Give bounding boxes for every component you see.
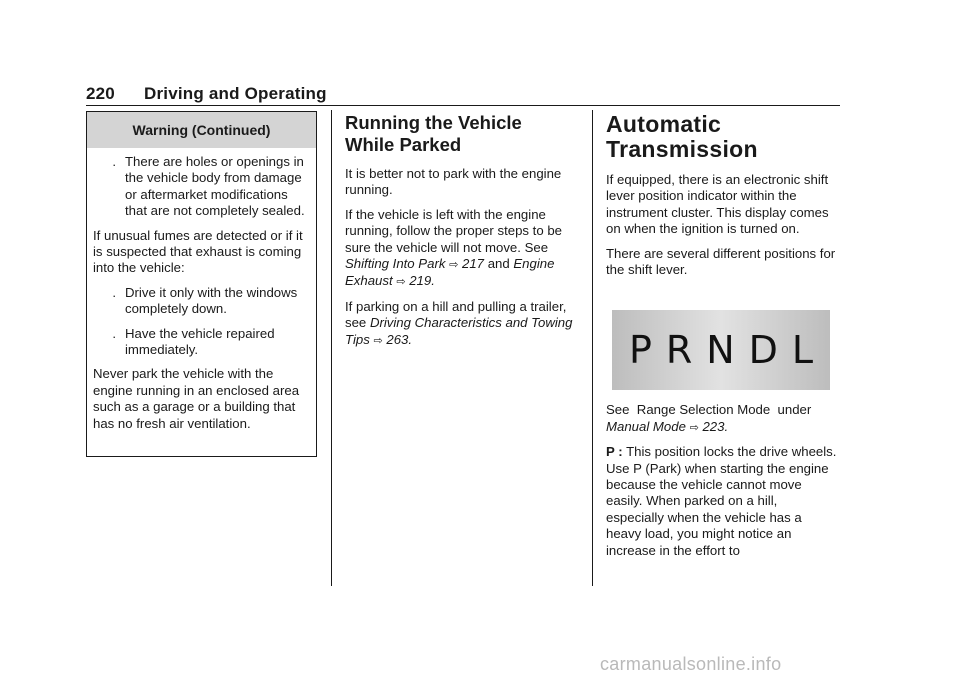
- paragraph: There are several different positions for the shift lever.: [606, 245, 836, 278]
- warning-paragraph: Never park the vehicle with the engine running in an enclosed area such as a garage or a building that has no fresh air ventilation.: [93, 366, 300, 431]
- list-item: [93, 154, 308, 220]
- running-section: [345, 112, 575, 357]
- paragraph: See Range Selection Mode under Manual Mode ⇨ 223.: [606, 402, 812, 434]
- page-ref: 217: [462, 256, 485, 272]
- link-manual-mode[interactable]: Manual Mode: [606, 418, 686, 434]
- gear-letter: N: [706, 328, 735, 373]
- warning-title: Warning (Continued): [87, 112, 316, 148]
- page-header: [86, 84, 840, 104]
- column-divider: [592, 110, 593, 586]
- gear-letter: R: [665, 328, 693, 373]
- bullet: .: [112, 154, 116, 169]
- gear-letter: D: [748, 328, 778, 373]
- term-label: P :: [606, 444, 623, 460]
- warning-box: [86, 111, 317, 457]
- paragraph-text: This position locks the drive wheels. Use P (Park) when starting the engine because the vehicle cannot move easily. When parked on a hill, especially when the vehicle has a heavy load, you might notice an increase in the effort to: [606, 444, 837, 558]
- bullet-text: Drive it only with the windows completely down.: [125, 284, 298, 317]
- paragraph-text: and: [487, 256, 510, 272]
- bullet: .: [112, 284, 116, 300]
- section-heading: Running the Vehicle While Parked: [345, 112, 522, 155]
- paragraph-text: If parking on a hill and pulling a trailer, see: [345, 298, 567, 331]
- page-ref: 263: [386, 331, 409, 347]
- gear-letter: P: [628, 328, 652, 373]
- warning-body: [87, 148, 316, 432]
- prndl-indicator-image: [612, 310, 830, 390]
- paragraph: [606, 444, 838, 559]
- bullet: .: [112, 325, 116, 341]
- page-ref-arrow-icon: ⇨: [689, 421, 699, 434]
- paragraph: It is better not to park with the engine running.: [345, 166, 562, 198]
- page-number: 220: [86, 84, 115, 103]
- link-driving-characteristics[interactable]: Driving Characteristics and Towing Tips: [345, 315, 573, 347]
- page-ref-arrow-icon: ⇨: [396, 276, 406, 289]
- paragraph: If parking on a hill and pulling a trailer, see Driving Characteristics and Towing Tips ⇨ 263.: [345, 298, 573, 347]
- page-ref: 223: [702, 418, 725, 434]
- list-item: [93, 326, 308, 359]
- page-ref: 219: [409, 273, 432, 289]
- link-shifting-into-park[interactable]: Shifting Into Park: [345, 256, 446, 272]
- link-engine-exhaust[interactable]: Engine Exhaust: [345, 256, 555, 289]
- bullet-text: There are holes or openings in the vehicle body from damage or aftermarket modifications that are not completely sealed.: [125, 154, 305, 219]
- paragraph-text: See Range Selection Mode under: [606, 402, 812, 418]
- warning-paragraph: If unusual fumes are detected or if it is suspected that exhaust is coming into the vehicle:: [93, 227, 303, 276]
- section-title: Driving and Operating: [144, 84, 327, 103]
- paragraph: If equipped, there is an electronic shift lever position indicator within the instrument cluster. This display comes on when the ignition is turned on.: [606, 172, 829, 237]
- automatic-section: [606, 112, 838, 567]
- paragraph: If the vehicle is left with the engine running, follow the proper steps to be sure the vehicle will not move. See Shifting Into Park ⇨ 217 and Engine Exhaust ⇨ 219.: [345, 206, 562, 289]
- header-rule: [86, 105, 840, 106]
- gear-letter: L: [791, 328, 813, 373]
- bullet-text: Have the vehicle repaired immediately.: [125, 325, 275, 358]
- watermark: carmanualsonline.info: [600, 654, 782, 674]
- paragraph-text: If the vehicle is left with the engine running, follow the proper steps to be sure the vehicle will not move. See: [345, 206, 562, 255]
- page-ref-arrow-icon: ⇨: [449, 259, 459, 272]
- column-divider: [331, 110, 332, 586]
- header-line: [86, 84, 840, 104]
- page-ref-arrow-icon: ⇨: [373, 334, 383, 347]
- list-item: [93, 285, 308, 318]
- section-heading: Automatic Transmission: [606, 111, 758, 162]
